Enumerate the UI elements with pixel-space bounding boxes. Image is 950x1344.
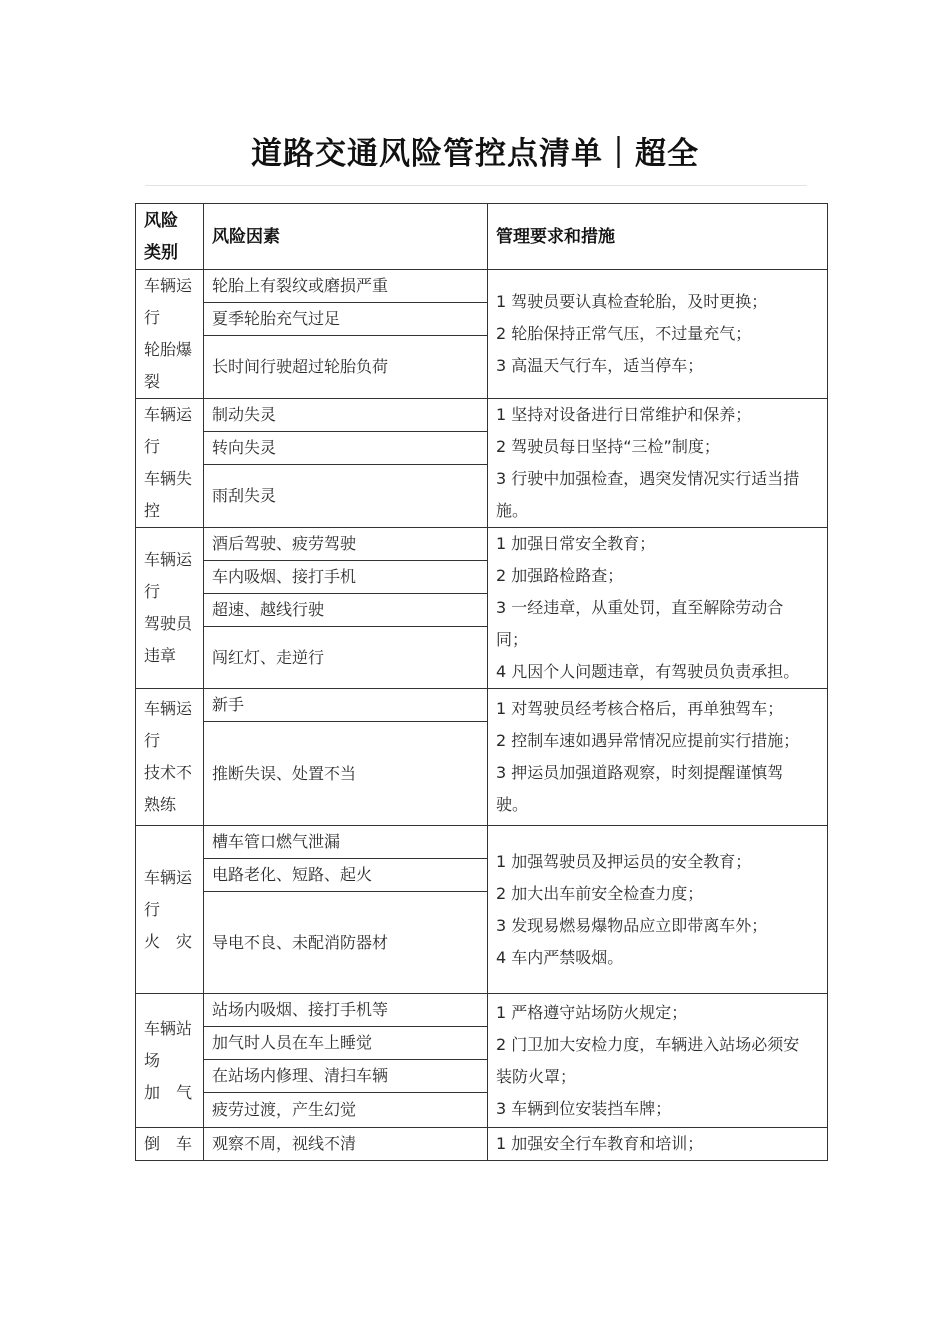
- category-cell: 车辆运 行 轮胎爆 裂: [136, 270, 204, 399]
- table-row: [136, 689, 828, 722]
- factor-cell: 长时间行驶超过轮胎负荷: [204, 336, 488, 399]
- measure-cell: 1 对驾驶员经考核合格后，再单独驾车； 2 控制车速如遇异常情况应提前实行措施； 3 押运员加强道路观察，时刻提醒谨慎驾 驶。: [488, 689, 828, 826]
- factor-cell: 夏季轮胎充气过足: [204, 303, 488, 336]
- measure-cell: 1 坚持对设备进行日常维护和保养； 2 驾驶员每日坚持“三检”制度； 3 行驶中加强检查，遇突发情况实行适当措 施。: [488, 399, 828, 528]
- factor-cell: 酒后驾驶、疲劳驾驶: [204, 528, 488, 561]
- factor-cell: 观察不周，视线不清: [204, 1128, 488, 1161]
- header-factor: 风险因素: [204, 204, 488, 270]
- factor-cell: 新手: [204, 689, 488, 722]
- category-cell: 车辆站 场 加 气: [136, 994, 204, 1128]
- factor-cell: 超速、越线行驶: [204, 594, 488, 627]
- table-row: [136, 1128, 828, 1161]
- factor-cell: 闯红灯、走逆行: [204, 627, 488, 689]
- header-category: 风险 类别: [136, 204, 204, 270]
- factor-cell: 在站场内修理、清扫车辆: [204, 1060, 488, 1093]
- category-cell: 车辆运 行 火 灾: [136, 826, 204, 994]
- table-row: [136, 399, 828, 432]
- table-row: [136, 528, 828, 561]
- factor-cell: 轮胎上有裂纹或磨损严重: [204, 270, 488, 303]
- factor-cell: 电路老化、短路、起火: [204, 859, 488, 892]
- measure-cell: 1 加强日常安全教育； 2 加强路检路查； 3 一经违章，从重处罚，直至解除劳动合 同； 4 凡因个人问题违章，有驾驶员负责承担。: [488, 528, 828, 689]
- table-row: [136, 994, 828, 1027]
- factor-cell: 槽车管口燃气泄漏: [204, 826, 488, 859]
- category-cell: 车辆运 行 技术不 熟练: [136, 689, 204, 826]
- factor-cell: 转向失灵: [204, 432, 488, 465]
- page-title: 道路交通风险管控点清单｜超全: [251, 136, 699, 172]
- measure-cell: 1 严格遵守站场防火规定； 2 门卫加大安检力度，车辆进入站场必须安 装防火罩； 3 车辆到位安装挡车牌；: [488, 994, 828, 1128]
- factor-cell: 疲劳过渡，产生幻觉: [204, 1093, 488, 1128]
- factor-cell: 站场内吸烟、接打手机等: [204, 994, 488, 1027]
- header-measure: 管理要求和措施: [488, 204, 828, 270]
- table-row: [136, 270, 828, 303]
- measure-cell: 1 加强驾驶员及押运员的安全教育； 2 加大出车前安全检查力度； 3 发现易燃易爆物品应立即带离车外； 4 车内严禁吸烟。: [488, 826, 828, 994]
- category-cell: 车辆运 行 车辆失 控: [136, 399, 204, 528]
- factor-cell: 导电不良、未配消防器材: [204, 892, 488, 994]
- measure-cell: 1 驾驶员要认真检查轮胎，及时更换； 2 轮胎保持正常气压，不过量充气； 3 高温天气行车，适当停车；: [488, 270, 828, 399]
- factor-cell: 加气时人员在车上睡觉: [204, 1027, 488, 1060]
- table-row: [136, 826, 828, 859]
- factor-cell: 制动失灵: [204, 399, 488, 432]
- title-divider: [145, 185, 807, 186]
- factor-cell: 车内吸烟、接打手机: [204, 561, 488, 594]
- measure-cell: 1 加强安全行车教育和培训；: [488, 1128, 828, 1161]
- category-cell: 倒 车: [136, 1128, 204, 1161]
- category-cell: 车辆运 行 驾驶员 违章: [136, 528, 204, 689]
- risk-control-table: [135, 203, 828, 1161]
- factor-cell: 雨刮失灵: [204, 465, 488, 528]
- table-header-row: [136, 204, 828, 270]
- factor-cell: 推断失误、处置不当: [204, 722, 488, 826]
